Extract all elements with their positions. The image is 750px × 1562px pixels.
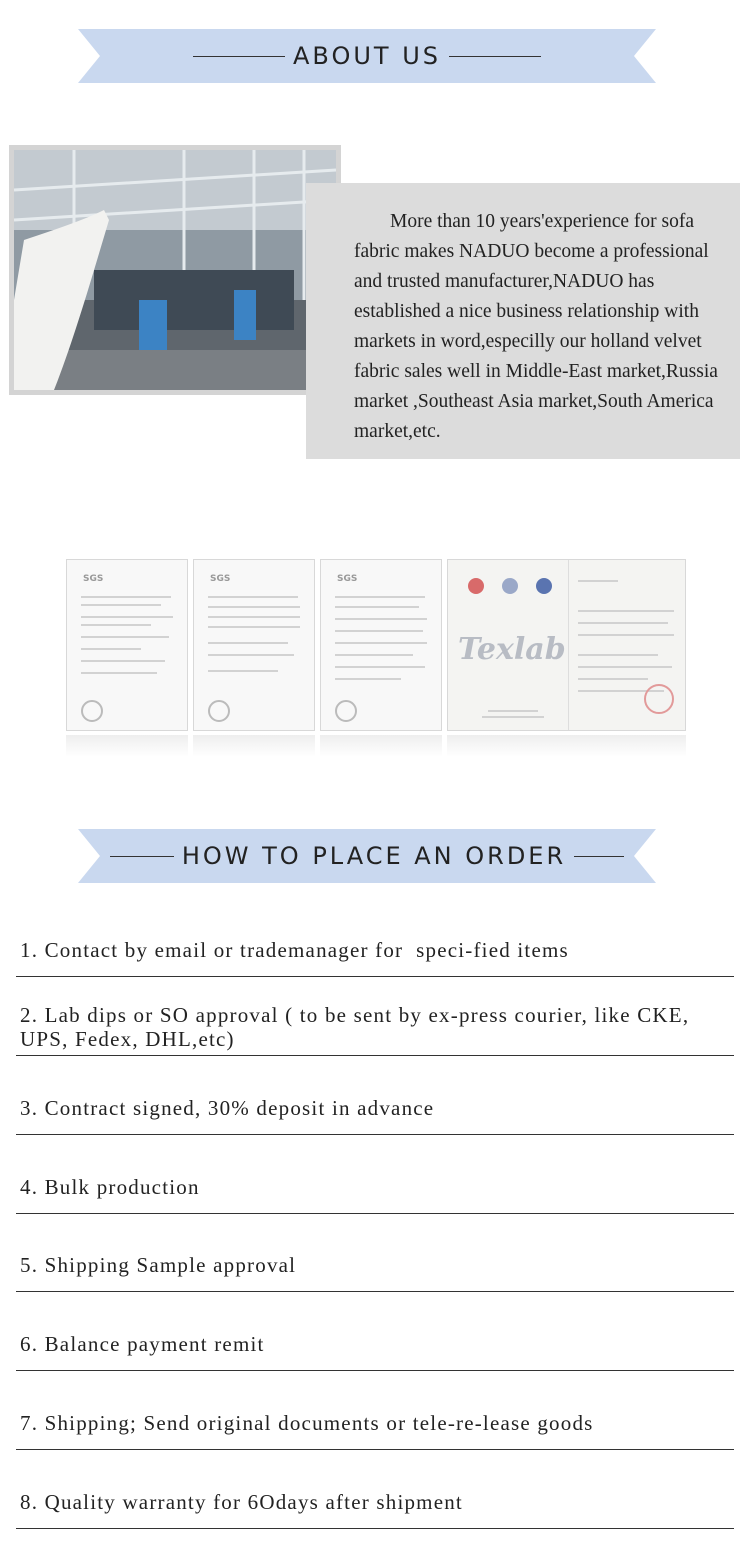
certificate-gallery (66, 559, 686, 759)
seal-icon (208, 700, 230, 722)
order-step-4 (16, 1135, 734, 1214)
order-step-text: 3. Contract signed, 30% deposit in advance (20, 1096, 435, 1120)
sgs-report-3 (320, 559, 442, 731)
sgs-report-2 (193, 559, 315, 731)
about-us-banner (78, 29, 656, 83)
texlab-report (447, 559, 686, 731)
order-step-6 (16, 1292, 734, 1371)
about-description-panel (306, 183, 740, 459)
seal-icon (81, 700, 103, 722)
order-step-text: 2. Lab dips or SO approval ( to be sent by ex-press courier, like CKE, UPS, Fedex, DHL,etc) (20, 1003, 690, 1051)
order-step-text: 5. Shipping Sample approval (20, 1253, 297, 1277)
cert-logo: SGS (337, 574, 358, 584)
ribbon-rule-right (574, 856, 624, 857)
test-agency-logos (448, 568, 566, 608)
ribbon-rule-right (449, 56, 541, 57)
order-banner (78, 829, 656, 883)
red-seal-icon (644, 684, 674, 714)
ribbon-rule-left (193, 56, 285, 57)
factory-illustration (14, 150, 336, 390)
order-step-2 (16, 977, 734, 1056)
order-step-7 (16, 1371, 734, 1450)
cert-logo: SGS (210, 574, 231, 584)
about-us-title: ABOUT US (292, 42, 441, 70)
order-step-text: 6. Balance payment remit (20, 1332, 265, 1356)
about-paragraph: More than 10 years'experience for sofa fabric makes NADUO become a professional and trusted manufacturer,NADUO has established a nice business relationship with markets in word,especilly our holland velvet fabric sales well in Middle-East market,Russia market ,Southeast Asia market,South America market,etc. (354, 211, 718, 442)
order-step-1 (16, 920, 734, 977)
factory-photo (9, 145, 341, 395)
ribbon-rule-left (110, 856, 174, 857)
order-step-text: 4. Bulk production (20, 1175, 200, 1199)
order-step-3 (16, 1056, 734, 1135)
cert-logo: SGS (83, 574, 104, 584)
order-title: HOW TO PLACE AN ORDER (181, 842, 567, 870)
order-step-text: 8. Quality warranty for 6Odays after shipment (20, 1490, 463, 1514)
order-step-8 (16, 1450, 734, 1529)
order-step-5 (16, 1214, 734, 1292)
order-step-text: 1. Contact by email or trademanager for speci-fied items (20, 938, 569, 962)
order-step-text: 7. Shipping; Send original documents or tele-re-lease goods (20, 1411, 594, 1435)
seal-icon (335, 700, 357, 722)
sgs-report-1 (66, 559, 188, 731)
texlab-watermark: Texlab (458, 632, 566, 667)
